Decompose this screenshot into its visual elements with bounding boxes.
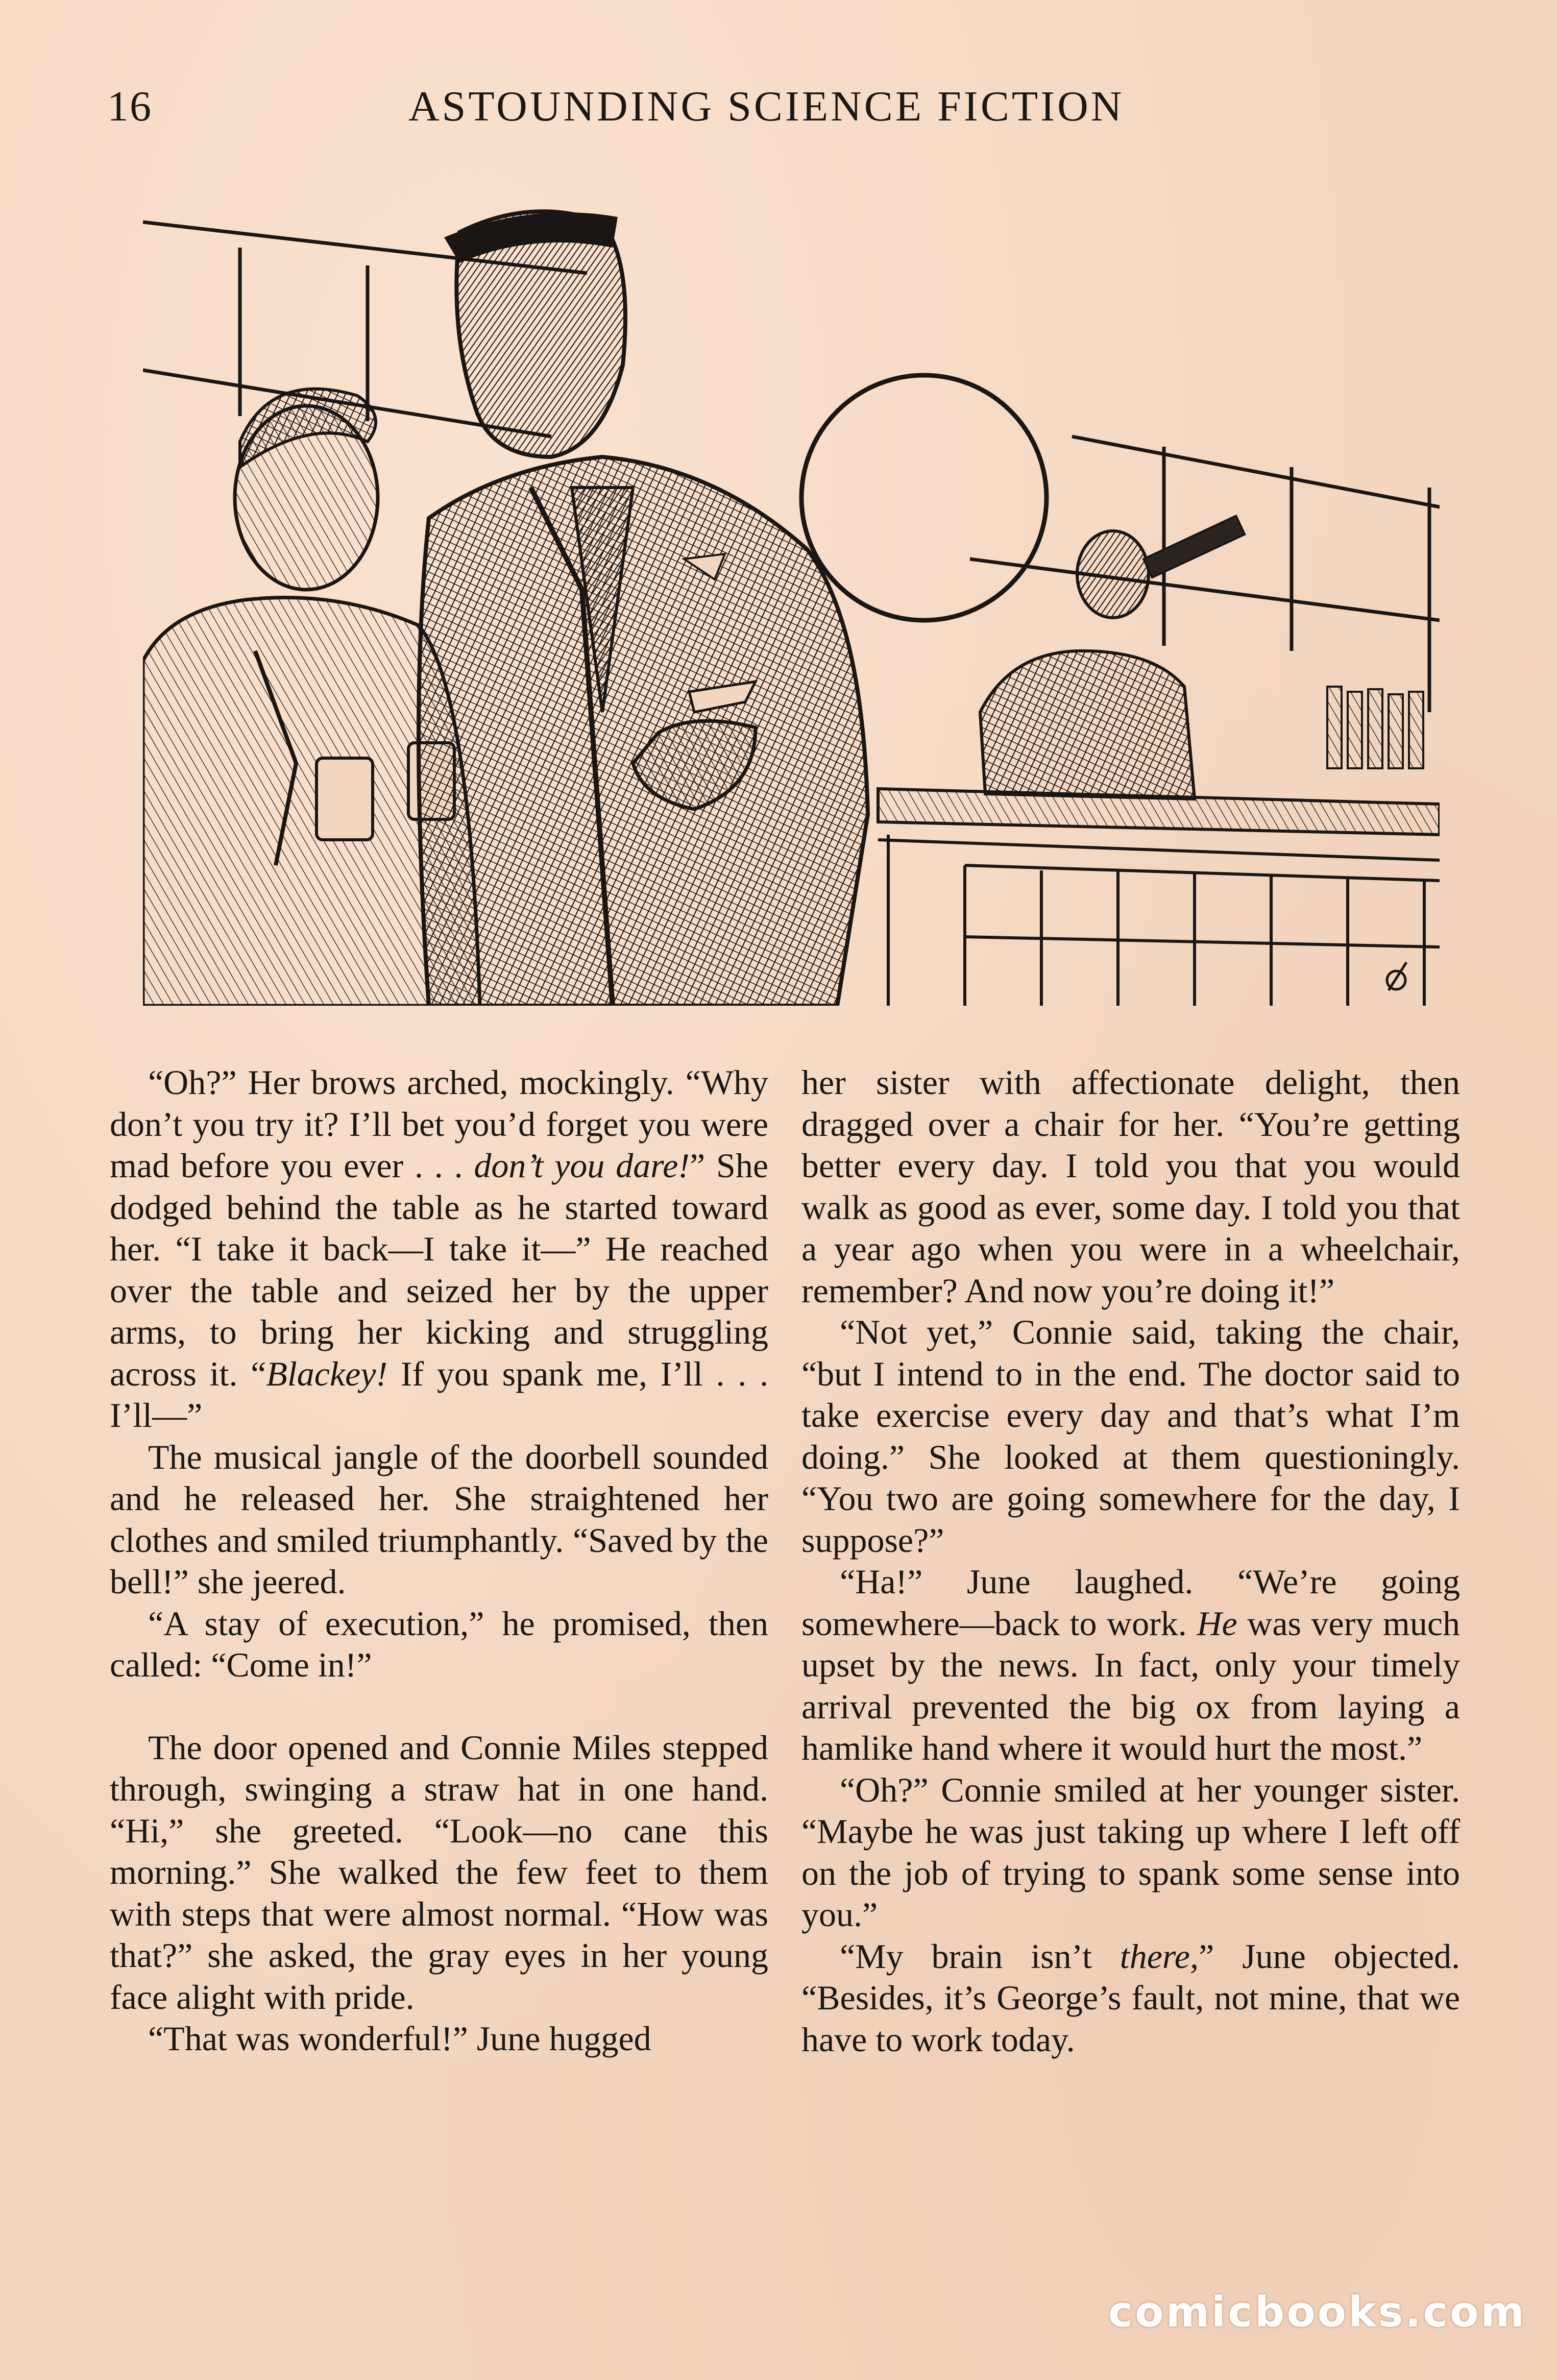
text-column-right	[801, 1062, 1460, 2060]
round-mirror	[801, 375, 1047, 620]
paragraph: “Ha!” June laughed. “We’re going somewhere—back to work. He was very much upset by the news. In fact, only your timely arrival prevented the big ox from laying a hamlike hand where it would hurt the most.”	[801, 1562, 1460, 1767]
big-man-figure	[419, 211, 868, 1006]
artist-signature	[1387, 962, 1406, 990]
paragraph: “Not yet,” Connie said, taking the chair, “but I intend to in the end. The doctor said to take exercise every day and that’s what I’m doing.” She looked at them questioningly. “You two are going somewhere for the day, I suppose?”	[801, 1313, 1460, 1560]
bar-scene-illustration	[143, 202, 1440, 1006]
page-header	[102, 77, 1455, 143]
paragraph: “My brain isn’t there,” June objected. “Besides, it’s George’s fault, not mine, that we have to work today.	[801, 1936, 1460, 2059]
paragraph: The door opened and Connie Miles stepped through, swinging a straw hat in one hand. “Hi,” she greeted. “Look—no cane this morning.” She walked the few feet to them with steps that were almost normal. “How was that?” she asked, the gray eyes in her young face alight with pride.	[110, 1728, 768, 2017]
page-number: 16	[107, 83, 152, 130]
bottles	[1327, 687, 1423, 768]
bartender-figure	[980, 516, 1245, 799]
paragraph: “Oh?” Connie smiled at her younger sister. “Maybe he was just taking up where I left off on the job of trying to spank some sense into you.”	[801, 1770, 1460, 1934]
bar-counter	[878, 789, 1440, 1006]
watermark-text: comicbooks.com	[1108, 2288, 1526, 2337]
paragraph: “Oh?” Her brows arched, mockingly. “Why don’t you try it? I’ll bet you’d forget you were mad before you ever . . . don’t you dare!” She dodged behind the table as he started toward her. “I take it back—I take it—” He reached over the table and seized her by the upper arms, to bring her kicking and struggling across it. “Blackey! If you spank me, I’ll . . . I’ll—”	[110, 1063, 768, 1435]
paragraph: The musical jangle of the doorbell sounded and he released her. She straightened her clothes and smiled triumphantly. “Saved by the bell!” she jeered.	[110, 1437, 768, 1601]
paragraph: “That was wonderful!” June hugged	[148, 2019, 651, 2058]
illustration-svg	[143, 202, 1440, 1006]
text-column-left	[110, 1062, 768, 2060]
running-head: ASTOUNDING SCIENCE FICTION	[408, 83, 1125, 130]
paragraph: “A stay of execution,” he promised, then called: “Come in!”	[110, 1604, 768, 1684]
paragraph: her sister with affectionate delight, then dragged over a chair for her. “You’re getting better every day. I told you that you would walk as good as ever, some day. I told you that a year ago when you were in a wheelchair, remember? And now you’re doing it!”	[801, 1063, 1460, 1310]
